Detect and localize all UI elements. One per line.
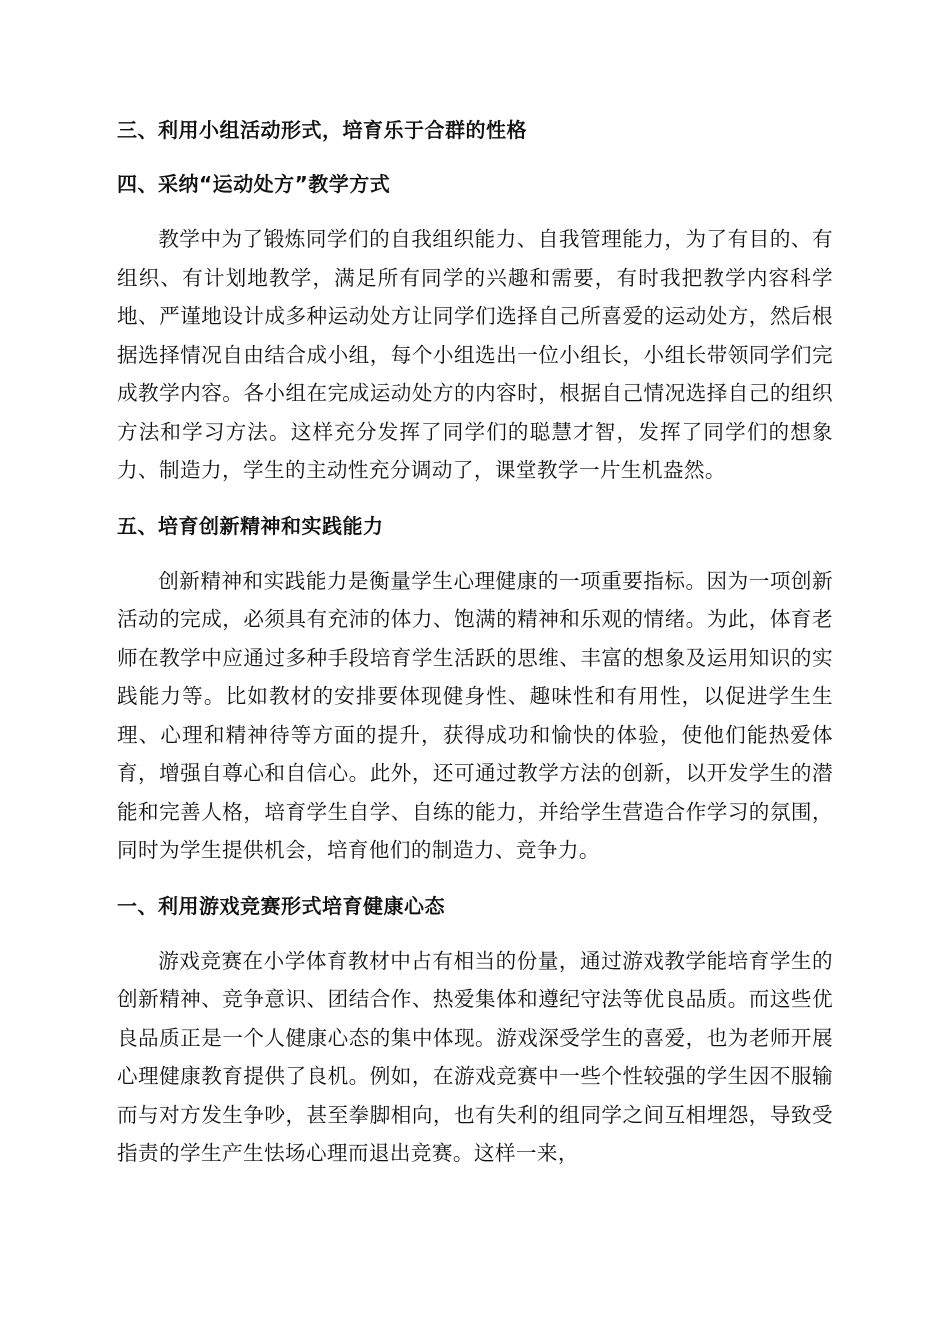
section-heading-4: 四、采纳“运动处方”教学方式 [117,172,391,196]
section-heading-3: 三、利用小组活动形式，培育乐于合群的性格 [117,118,527,142]
section-heading-1: 一、利用游戏竞赛形式培育健康心态 [117,893,445,918]
section-paragraph-1: 游戏竞赛在小学体育教材中占有相当的份量，通过游戏教学能培育学生的创新精神、竞争意识、团结合作、热爱集体和遵纪守法等优良品质。而这些优良品质正是一个人健康心态的集中体现。游戏深受学生的喜爱，也为老师开展心理健康教育提供了良机。例如，在游戏竞赛中一些个性较强的学生因不服输而与对方发生争吵，甚至拳脚相向，也有失利的组同学之间互相埋怨，导致受指责的学生产生怯场心理而退出竞赛。这样一来， [117,948,833,1165]
section-paragraph-5: 创新精神和实践能力是衡量学生心理健康的一项重要指标。因为一项创新活动的完成，必须具有充沛的体力、饱满的精神和乐观的情绪。为此，体育老师在教学中应通过多种手段培育学生活跃的思维、丰富的想象及运用知识的实践能力等。比如教材的安排要体现健身性、趣味性和有用性，以促进学生生理、心理和精神待等方面的提升，获得成功和愉快的体验，使他们能热爱体育，增强自尊心和自信心。此外，还可通过教学方法的创新，以开发学生的潜能和完善人格，培育学生自学、自练的能力，并给学生营造合作学习的氛围，同时为学生提供机会，培育他们的制造力、竞争力。 [117,568,833,862]
document-page [117,112,833,1173]
section-paragraph-4: 教学中为了锻炼同学们的自我组织能力、自我管理能力，为了有目的、有组织、有计划地教学，满足所有同学的兴趣和需要，有时我把教学内容科学地、严谨地设计成多种运动处方让同学们选择自己所喜爱的运动处方，然后根据选择情况自由结合成小组，每个小组选出一位小组长，小组长带领同学们完成教学内容。各小组在完成运动处方的内容时，根据自己情况选择自己的组织方法和学习方法。这样充分发挥了同学们的聪慧才智，发挥了同学们的想象力、制造力，学生的主动性充分调动了，课堂教学一片生机盎然。 [117,227,833,482]
section-heading-5: 五、培育创新精神和实践能力 [117,513,384,538]
